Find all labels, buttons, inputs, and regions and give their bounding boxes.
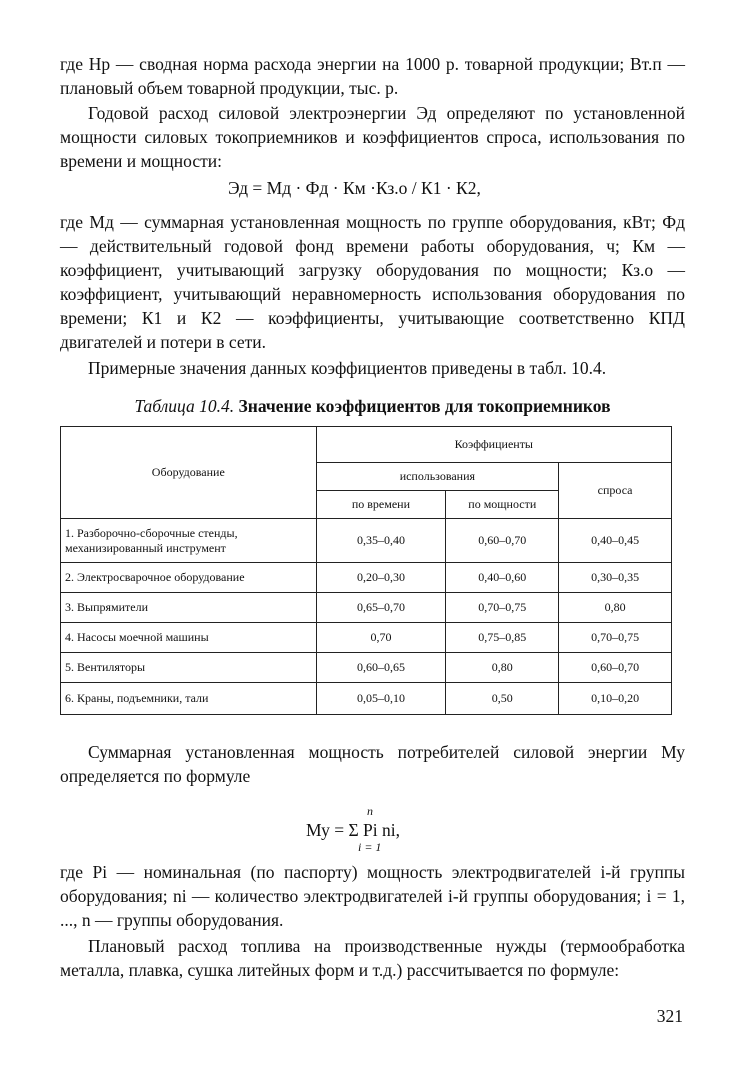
cell-demand: 0,10–0,20 bbox=[559, 683, 672, 715]
paragraph-variables-definition: где Мд — суммарная установленная мощность по группе оборудования, кВт; Фд — действительный годовой фонд времени работы оборудования, ч; Км — коэффициент, учитывающий загрузку оборудования по мощности; Кз.о — коэффициент, учитывающий неравномерность использования оборудования по времени; К1 и К2 — коэффициенты, учитывающие соответственно КПД двигателей и потери в сети. bbox=[60, 212, 685, 352]
paragraph-norm-definition: где Нр — сводная норма расхода энергии на 1000 р. товарной продукции; Вт.п — плановый объем товарной продукции, тыс. р. bbox=[60, 54, 685, 98]
cell-equipment: 4. Насосы моечной машины bbox=[61, 623, 317, 653]
cell-demand: 0,40–0,45 bbox=[559, 519, 672, 563]
cell-equipment: 6. Краны, подъемники, тали bbox=[61, 683, 317, 715]
table-caption-label: Таблица 10.4. bbox=[134, 396, 235, 416]
cell-by-time: 0,70 bbox=[316, 623, 446, 653]
paragraph-power-variables: где Pi — номинальная (по паспорту) мощность электродвигателей i-й группы оборудования; ni — количество электродвигателей i-й группы оборудования; i = 1, ..., n — группы оборудования. bbox=[60, 862, 685, 930]
formula-sum-upper: n bbox=[367, 804, 373, 818]
cell-by-power: 0,75–0,85 bbox=[446, 623, 559, 653]
header-coefficients: Коэффициенты bbox=[316, 427, 671, 463]
header-by-power: по мощности bbox=[446, 491, 559, 519]
header-equipment: Оборудование bbox=[61, 427, 317, 519]
table-header-row bbox=[61, 427, 672, 463]
page-number: 321 bbox=[656, 1006, 683, 1026]
table-caption bbox=[60, 396, 685, 417]
table-caption-title: Значение коэффициентов для токоприемников bbox=[238, 396, 611, 416]
cell-by-power: 0,50 bbox=[446, 683, 559, 715]
formula-annual-energy: Эд = Мд · Фд · Км ·Кз.о / К1 · К2, bbox=[228, 178, 481, 198]
header-demand: спроса bbox=[559, 463, 672, 519]
cell-equipment: 5. Вентиляторы bbox=[61, 653, 317, 683]
cell-by-time: 0,35–0,40 bbox=[316, 519, 446, 563]
cell-by-power: 0,40–0,60 bbox=[446, 563, 559, 593]
cell-demand: 0,60–0,70 bbox=[559, 653, 672, 683]
paragraph-fuel-consumption: Плановый расход топлива на производственные нужды (термообработка металла, плавка, сушка литейных форм и т.д.) рассчитывается по формуле: bbox=[60, 936, 685, 980]
table-row bbox=[61, 623, 672, 653]
table-row bbox=[61, 653, 672, 683]
cell-demand: 0,80 bbox=[559, 593, 672, 623]
cell-by-time: 0,60–0,65 bbox=[316, 653, 446, 683]
cell-by-power: 0,60–0,70 bbox=[446, 519, 559, 563]
paragraph-installed-power: Суммарная установленная мощность потребителей силовой энергии Му определяется по формуле bbox=[60, 742, 685, 786]
formula-installed-power: Му = Σ Pi ni, bbox=[306, 820, 401, 840]
cell-demand: 0,70–0,75 bbox=[559, 623, 672, 653]
cell-by-time: 0,20–0,30 bbox=[316, 563, 446, 593]
cell-equipment: 2. Электросварочное оборудование bbox=[61, 563, 317, 593]
coefficients-table bbox=[60, 426, 672, 715]
paragraph-annual-energy: Годовой расход силовой электроэнергии Эд определяют по установленной мощности силовых токоприемников и коэффициентов спроса, использования по времени и мощности: bbox=[60, 103, 685, 171]
cell-equipment: 1. Разборочно-сборочные стенды, механизированный инструмент bbox=[61, 519, 317, 563]
header-by-time: по времени bbox=[316, 491, 446, 519]
formula-sum-lower: i = 1 bbox=[358, 840, 382, 854]
header-usage: использования bbox=[316, 463, 559, 491]
cell-by-power: 0,80 bbox=[446, 653, 559, 683]
table-row bbox=[61, 593, 672, 623]
table-row bbox=[61, 519, 672, 563]
cell-by-time: 0,65–0,70 bbox=[316, 593, 446, 623]
cell-equipment: 3. Выпрямители bbox=[61, 593, 317, 623]
cell-by-power: 0,70–0,75 bbox=[446, 593, 559, 623]
cell-by-time: 0,05–0,10 bbox=[316, 683, 446, 715]
table-row bbox=[61, 683, 672, 715]
paragraph-table-reference: Примерные значения данных коэффициентов приведены в табл. 10.4. bbox=[88, 358, 607, 378]
cell-demand: 0,30–0,35 bbox=[559, 563, 672, 593]
table-row bbox=[61, 563, 672, 593]
